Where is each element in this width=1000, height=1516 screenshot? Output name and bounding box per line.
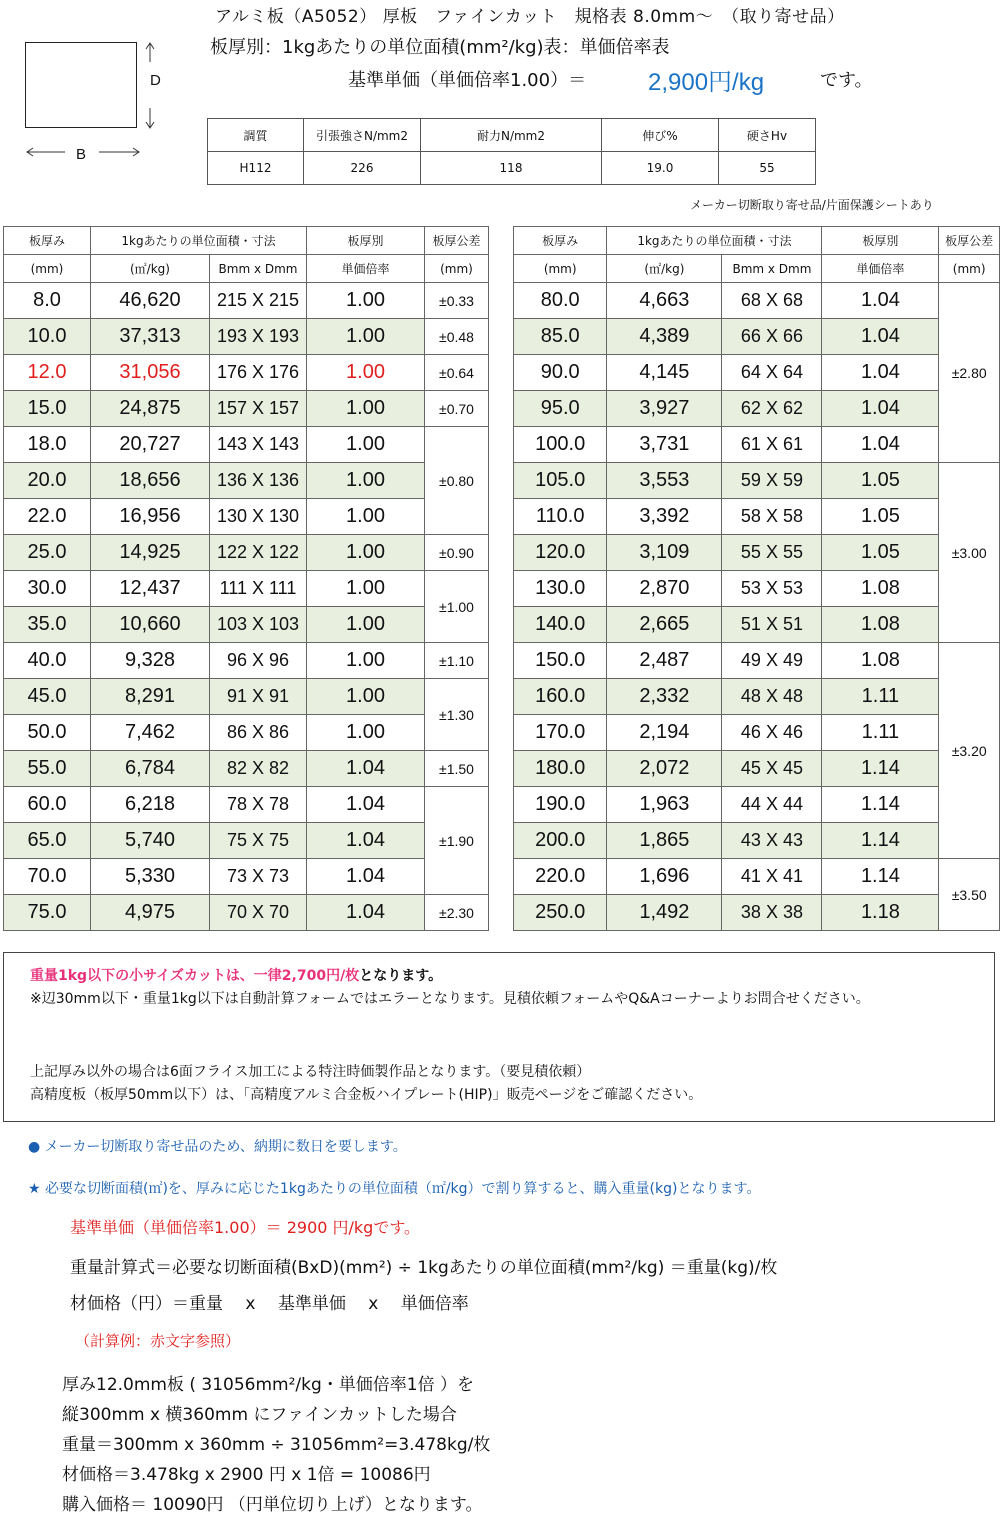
thickness-cell: 55.0 xyxy=(4,751,91,787)
size-cell: 48 X 48 xyxy=(722,679,822,715)
size-cell: 58 X 58 xyxy=(722,499,822,535)
size-cell: 75 X 75 xyxy=(210,823,307,859)
table-row xyxy=(4,751,489,787)
unit-area-cell: 9,328 xyxy=(91,643,210,679)
table-row xyxy=(4,823,489,859)
unit-area-cell: 37,313 xyxy=(91,319,210,355)
base-price-value: 2,900円/kg xyxy=(648,69,765,96)
tolerance-cell: ±1.00 xyxy=(425,571,489,643)
price-ratio-cell: 1.18 xyxy=(822,895,939,931)
table-row xyxy=(4,715,489,751)
size-cell: 59 X 59 xyxy=(722,463,822,499)
spec-value: H112 xyxy=(208,152,304,185)
thickness-cell: 10.0 xyxy=(4,319,91,355)
col-header: (㎡/kg) xyxy=(91,255,210,283)
unit-area-cell: 24,875 xyxy=(91,391,210,427)
unit-area-cell: 5,740 xyxy=(91,823,210,859)
price-ratio-cell: 1.00 xyxy=(307,715,425,751)
small-cut-note xyxy=(30,965,985,987)
price-ratio-cell: 1.05 xyxy=(822,463,939,499)
thickness-cell: 120.0 xyxy=(514,535,607,571)
unit-area-cell: 5,330 xyxy=(91,859,210,895)
col-header: (mm) xyxy=(4,255,91,283)
size-cell: 51 X 51 xyxy=(722,607,822,643)
thickness-cell: 75.0 xyxy=(4,895,91,931)
col-header: 板厚公差 xyxy=(425,227,489,255)
base-price-label: 基準単価（単価倍率1.00）＝ xyxy=(348,70,587,91)
table-row xyxy=(514,283,1000,319)
tolerance-cell: ±0.64 xyxy=(425,355,489,391)
unit-area-cell: 2,332 xyxy=(607,679,722,715)
example-label: （計算例：赤文字参照） xyxy=(75,1332,241,1350)
col-header: 1kgあたりの単位面積・寸法 xyxy=(91,227,307,255)
thickness-cell: 15.0 xyxy=(4,391,91,427)
spec-header: 硬さHv xyxy=(719,119,816,152)
table-row xyxy=(514,643,1000,679)
size-cell: 38 X 38 xyxy=(722,895,822,931)
price-ratio-cell: 1.05 xyxy=(822,499,939,535)
price-ratio-cell: 1.11 xyxy=(822,679,939,715)
table-row xyxy=(514,787,1000,823)
thickness-cell: 95.0 xyxy=(514,391,607,427)
tolerance-cell: ±3.20 xyxy=(939,643,1000,859)
size-cell: 45 X 45 xyxy=(722,751,822,787)
table-row xyxy=(4,283,489,319)
size-cell: 64 X 64 xyxy=(722,355,822,391)
table-row xyxy=(4,391,489,427)
price-ratio-cell: 1.08 xyxy=(822,643,939,679)
col-header: Bmm x Dmm xyxy=(210,255,307,283)
table-row xyxy=(514,571,1000,607)
base-price-note: 基準単価（単価倍率1.00）＝ 2900 円/kgです。 xyxy=(70,1218,421,1237)
price-ratio-cell: 1.05 xyxy=(822,535,939,571)
tolerance-cell: ±1.30 xyxy=(425,679,489,751)
table-row xyxy=(514,499,1000,535)
spec-header: 耐力N/mm2 xyxy=(421,119,602,152)
example-line: 購入価格＝ 10090円 （円単位切り上げ）となります。 xyxy=(62,1495,483,1515)
price-ratio-cell: 1.00 xyxy=(307,427,425,463)
table-row xyxy=(514,607,1000,643)
spec-value: 226 xyxy=(304,152,421,185)
plate-diagram xyxy=(25,42,137,128)
unit-area-cell: 7,462 xyxy=(91,715,210,751)
size-cell: 66 X 66 xyxy=(722,319,822,355)
thickness-cell: 12.0 xyxy=(4,355,91,391)
price-ratio-cell: 1.04 xyxy=(307,787,425,823)
price-ratio-cell: 1.00 xyxy=(307,607,425,643)
size-cell: 157 X 157 xyxy=(210,391,307,427)
col-header: 1kgあたりの単位面積・寸法 xyxy=(607,227,822,255)
tolerance-cell: ±0.70 xyxy=(425,391,489,427)
price-ratio-cell: 1.00 xyxy=(307,283,425,319)
col-header: 板厚別 xyxy=(307,227,425,255)
size-cell: 73 X 73 xyxy=(210,859,307,895)
thickness-cell: 8.0 xyxy=(4,283,91,319)
hip-note: 高精度板（板厚50mm以下）は、「高精度アルミ合金板ハイプレート(HIP)」販売ページをご確認ください。 xyxy=(30,1087,703,1103)
unit-area-cell: 6,218 xyxy=(91,787,210,823)
col-header: 板厚別 xyxy=(822,227,939,255)
table-row xyxy=(4,895,489,931)
thickness-cell: 50.0 xyxy=(4,715,91,751)
unit-area-cell: 1,696 xyxy=(607,859,722,895)
thickness-cell: 60.0 xyxy=(4,787,91,823)
table-row xyxy=(4,427,489,463)
table-row xyxy=(4,355,489,391)
small-cut-suffix: となります。 xyxy=(359,968,443,984)
price-ratio-cell: 1.00 xyxy=(307,463,425,499)
table-row xyxy=(4,571,489,607)
size-cell: 49 X 49 xyxy=(722,643,822,679)
price-ratio-cell: 1.11 xyxy=(822,715,939,751)
spec-value: 118 xyxy=(421,152,602,185)
unit-area-cell: 3,392 xyxy=(607,499,722,535)
price-ratio-cell: 1.14 xyxy=(822,751,939,787)
unit-area-cell: 1,492 xyxy=(607,895,722,931)
subtitle: 板厚別：1kgあたりの単位面積(mm²/kg)表：単価倍率表 xyxy=(210,37,670,58)
size-cell: 44 X 44 xyxy=(722,787,822,823)
size-cell: 193 X 193 xyxy=(210,319,307,355)
size-cell: 103 X 103 xyxy=(210,607,307,643)
unit-area-cell: 4,975 xyxy=(91,895,210,931)
unit-area-cell: 2,870 xyxy=(607,571,722,607)
thickness-cell: 250.0 xyxy=(514,895,607,931)
unit-area-cell: 12,437 xyxy=(91,571,210,607)
tolerance-cell: ±1.50 xyxy=(425,751,489,787)
table-row xyxy=(4,679,489,715)
table-row xyxy=(4,535,489,571)
thickness-cell: 18.0 xyxy=(4,427,91,463)
price-ratio-cell: 1.04 xyxy=(307,823,425,859)
price-ratio-cell: 1.14 xyxy=(822,859,939,895)
tolerance-cell: ±2.30 xyxy=(425,895,489,931)
tolerance-cell: ±2.80 xyxy=(939,283,1000,463)
tolerance-cell: ±1.10 xyxy=(425,643,489,679)
tolerance-cell: ±0.90 xyxy=(425,535,489,571)
price-ratio-cell: 1.00 xyxy=(307,391,425,427)
tolerance-cell: ±0.33 xyxy=(425,283,489,319)
unit-area-cell: 10,660 xyxy=(91,607,210,643)
unit-area-cell: 46,620 xyxy=(91,283,210,319)
table-row xyxy=(514,355,1000,391)
unit-area-cell: 1,963 xyxy=(607,787,722,823)
col-header: Bmm x Dmm xyxy=(722,255,822,283)
thickness-cell: 70.0 xyxy=(4,859,91,895)
price-ratio-cell: 1.04 xyxy=(822,355,939,391)
thickness-cell: 90.0 xyxy=(514,355,607,391)
example-line: 材価格＝3.478kg x 2900 円 x 1倍 = 10086円 xyxy=(62,1465,431,1485)
thickness-cell: 85.0 xyxy=(514,319,607,355)
spec-value: 55 xyxy=(719,152,816,185)
custom-note: 上記厚み以外の場合は6面フライス加工による特注時価製作品となります。（要見積依頼） xyxy=(30,1064,591,1080)
table-row xyxy=(514,895,1000,931)
base-price-suffix: です。 xyxy=(820,70,873,91)
table-row xyxy=(4,859,489,895)
b-label: B xyxy=(76,146,87,163)
tolerance-cell: ±3.50 xyxy=(939,859,1000,931)
size-cell: 82 X 82 xyxy=(210,751,307,787)
unit-area-cell: 2,072 xyxy=(607,751,722,787)
unit-area-cell: 4,389 xyxy=(607,319,722,355)
thickness-cell: 25.0 xyxy=(4,535,91,571)
size-cell: 130 X 130 xyxy=(210,499,307,535)
price-ratio-cell: 1.00 xyxy=(307,571,425,607)
size-cell: 62 X 62 xyxy=(722,391,822,427)
price-ratio-cell: 1.00 xyxy=(307,535,425,571)
size-cell: 46 X 46 xyxy=(722,715,822,751)
tolerance-cell: ±0.80 xyxy=(425,427,489,535)
size-cell: 176 X 176 xyxy=(210,355,307,391)
thickness-cell: 105.0 xyxy=(514,463,607,499)
tolerance-cell: ±0.48 xyxy=(425,319,489,355)
size-cell: 122 X 122 xyxy=(210,535,307,571)
unit-area-cell: 2,487 xyxy=(607,643,722,679)
thickness-cell: 220.0 xyxy=(514,859,607,895)
tolerance-cell: ±1.90 xyxy=(425,787,489,895)
size-cell: 215 X 215 xyxy=(210,283,307,319)
col-header: 板厚み xyxy=(514,227,607,255)
unit-area-cell: 2,194 xyxy=(607,715,722,751)
table-row xyxy=(4,607,489,643)
price-ratio-cell: 1.14 xyxy=(822,823,939,859)
thickness-cell: 45.0 xyxy=(4,679,91,715)
price-ratio-cell: 1.04 xyxy=(822,427,939,463)
thickness-cell: 200.0 xyxy=(514,823,607,859)
weight-formula: 重量計算式＝必要な切断面積(BxD)(mm²) ÷ 1kgあたりの単位面積(mm²/kg) ＝重量(kg)/枚 xyxy=(70,1258,778,1278)
page-title: アルミ板（A5052） 厚板 ファインカット 規格表 8.0mm～ （取り寄せ品） xyxy=(215,7,845,27)
size-cell: 70 X 70 xyxy=(210,895,307,931)
thickness-cell: 80.0 xyxy=(514,283,607,319)
unit-area-cell: 20,727 xyxy=(91,427,210,463)
size-cell: 68 X 68 xyxy=(722,283,822,319)
size-cell: 53 X 53 xyxy=(722,571,822,607)
thickness-cell: 130.0 xyxy=(514,571,607,607)
maker-note: メーカー切断取り寄せ品/片面保護シートあり xyxy=(690,198,934,212)
unit-area-cell: 6,784 xyxy=(91,751,210,787)
table-row xyxy=(4,499,489,535)
thickness-cell: 20.0 xyxy=(4,463,91,499)
thickness-cell: 160.0 xyxy=(514,679,607,715)
col-header: (mm) xyxy=(939,255,1000,283)
unit-area-cell: 3,927 xyxy=(607,391,722,427)
unit-area-cell: 14,925 xyxy=(91,535,210,571)
col-header: 板厚み xyxy=(4,227,91,255)
thickness-table-left xyxy=(3,226,489,931)
notes-box xyxy=(3,952,995,1122)
price-ratio-cell: 1.04 xyxy=(307,895,425,931)
table-row xyxy=(514,751,1000,787)
unit-area-cell: 16,956 xyxy=(91,499,210,535)
example-line: 重量＝300mm x 360mm ÷ 31056mm²=3.478kg/枚 xyxy=(62,1435,491,1455)
thickness-cell: 150.0 xyxy=(514,643,607,679)
size-cell: 43 X 43 xyxy=(722,823,822,859)
table-row xyxy=(514,679,1000,715)
table-row xyxy=(4,787,489,823)
size-cell: 111 X 111 xyxy=(210,571,307,607)
price-ratio-cell: 1.00 xyxy=(307,319,425,355)
col-header: (㎡/kg) xyxy=(607,255,722,283)
price-ratio-cell: 1.04 xyxy=(822,283,939,319)
unit-area-cell: 18,656 xyxy=(91,463,210,499)
unit-area-cell: 8,291 xyxy=(91,679,210,715)
thickness-cell: 190.0 xyxy=(514,787,607,823)
spec-header: 伸び% xyxy=(602,119,719,152)
unit-area-cell: 4,145 xyxy=(607,355,722,391)
size-cell: 91 X 91 xyxy=(210,679,307,715)
weight-formula-note: ★ 必要な切断面積(㎡)を、厚みに応じた1kgあたりの単位面積（㎡/kg）で割り算すると、購入重量(kg)となります。 xyxy=(28,1181,761,1197)
thickness-cell: 170.0 xyxy=(514,715,607,751)
price-ratio-cell: 1.00 xyxy=(307,499,425,535)
table-row xyxy=(4,643,489,679)
size-cell: 136 X 136 xyxy=(210,463,307,499)
table-row xyxy=(514,715,1000,751)
unit-area-cell: 2,665 xyxy=(607,607,722,643)
thickness-cell: 65.0 xyxy=(4,823,91,859)
table-row xyxy=(514,463,1000,499)
price-ratio-cell: 1.04 xyxy=(307,751,425,787)
table-row xyxy=(514,391,1000,427)
col-header: 単価倍率 xyxy=(822,255,939,283)
price-formula: 材価格（円）＝重量 x 基準単価 x 単価倍率 xyxy=(70,1294,469,1314)
thickness-table-right xyxy=(513,226,1000,931)
size-cell: 61 X 61 xyxy=(722,427,822,463)
d-label: D xyxy=(150,72,161,89)
thickness-cell: 30.0 xyxy=(4,571,91,607)
price-ratio-cell: 1.04 xyxy=(822,391,939,427)
price-ratio-cell: 1.00 xyxy=(307,355,425,391)
table-row xyxy=(514,859,1000,895)
unit-area-cell: 4,663 xyxy=(607,283,722,319)
thickness-cell: 100.0 xyxy=(514,427,607,463)
table-row xyxy=(514,427,1000,463)
spec-header: 調質 xyxy=(208,119,304,152)
unit-area-cell: 3,731 xyxy=(607,427,722,463)
thickness-cell: 40.0 xyxy=(4,643,91,679)
size-cell: 78 X 78 xyxy=(210,787,307,823)
size-cell: 96 X 96 xyxy=(210,643,307,679)
price-ratio-cell: 1.08 xyxy=(822,607,939,643)
table-row xyxy=(514,823,1000,859)
form-error-note: ※辺30mm以下・重量1kg以下は自動計算フォームではエラーとなります。見積依頼フォームやQ&Aコーナーよりお問合せください。 xyxy=(30,991,870,1007)
spec-value: 19.0 xyxy=(602,152,719,185)
table-row xyxy=(514,319,1000,355)
price-ratio-cell: 1.14 xyxy=(822,787,939,823)
unit-area-cell: 1,865 xyxy=(607,823,722,859)
thickness-cell: 180.0 xyxy=(514,751,607,787)
spec-header: 引張強さN/mm2 xyxy=(304,119,421,152)
spec-table xyxy=(207,118,816,185)
unit-area-cell: 3,109 xyxy=(607,535,722,571)
unit-area-cell: 3,553 xyxy=(607,463,722,499)
col-header: (mm) xyxy=(425,255,489,283)
price-ratio-cell: 1.08 xyxy=(822,571,939,607)
size-cell: 143 X 143 xyxy=(210,427,307,463)
table-row xyxy=(4,319,489,355)
price-ratio-cell: 1.04 xyxy=(307,859,425,895)
thickness-cell: 140.0 xyxy=(514,607,607,643)
small-cut-price: 重量1kg以下の小サイズカットは、一律2,700円/枚 xyxy=(30,968,360,984)
col-header: 単価倍率 xyxy=(307,255,425,283)
tolerance-cell: ±3.00 xyxy=(939,463,1000,643)
price-ratio-cell: 1.00 xyxy=(307,679,425,715)
lead-time-note: ● メーカー切断取り寄せ品のため、納期に数日を要します。 xyxy=(28,1139,407,1155)
table-row xyxy=(514,535,1000,571)
col-header: (mm) xyxy=(514,255,607,283)
size-cell: 86 X 86 xyxy=(210,715,307,751)
example-line: 縦300mm x 横360mm にファインカットした場合 xyxy=(62,1405,457,1425)
price-ratio-cell: 1.00 xyxy=(307,643,425,679)
col-header: 板厚公差 xyxy=(939,227,1000,255)
unit-area-cell: 31,056 xyxy=(91,355,210,391)
size-cell: 55 X 55 xyxy=(722,535,822,571)
table-row xyxy=(4,463,489,499)
example-line: 厚み12.0mm板 ( 31056mm²/kg・単価倍率1倍 ）を xyxy=(62,1375,475,1395)
thickness-cell: 35.0 xyxy=(4,607,91,643)
size-cell: 41 X 41 xyxy=(722,859,822,895)
thickness-cell: 110.0 xyxy=(514,499,607,535)
thickness-cell: 22.0 xyxy=(4,499,91,535)
price-ratio-cell: 1.04 xyxy=(822,319,939,355)
